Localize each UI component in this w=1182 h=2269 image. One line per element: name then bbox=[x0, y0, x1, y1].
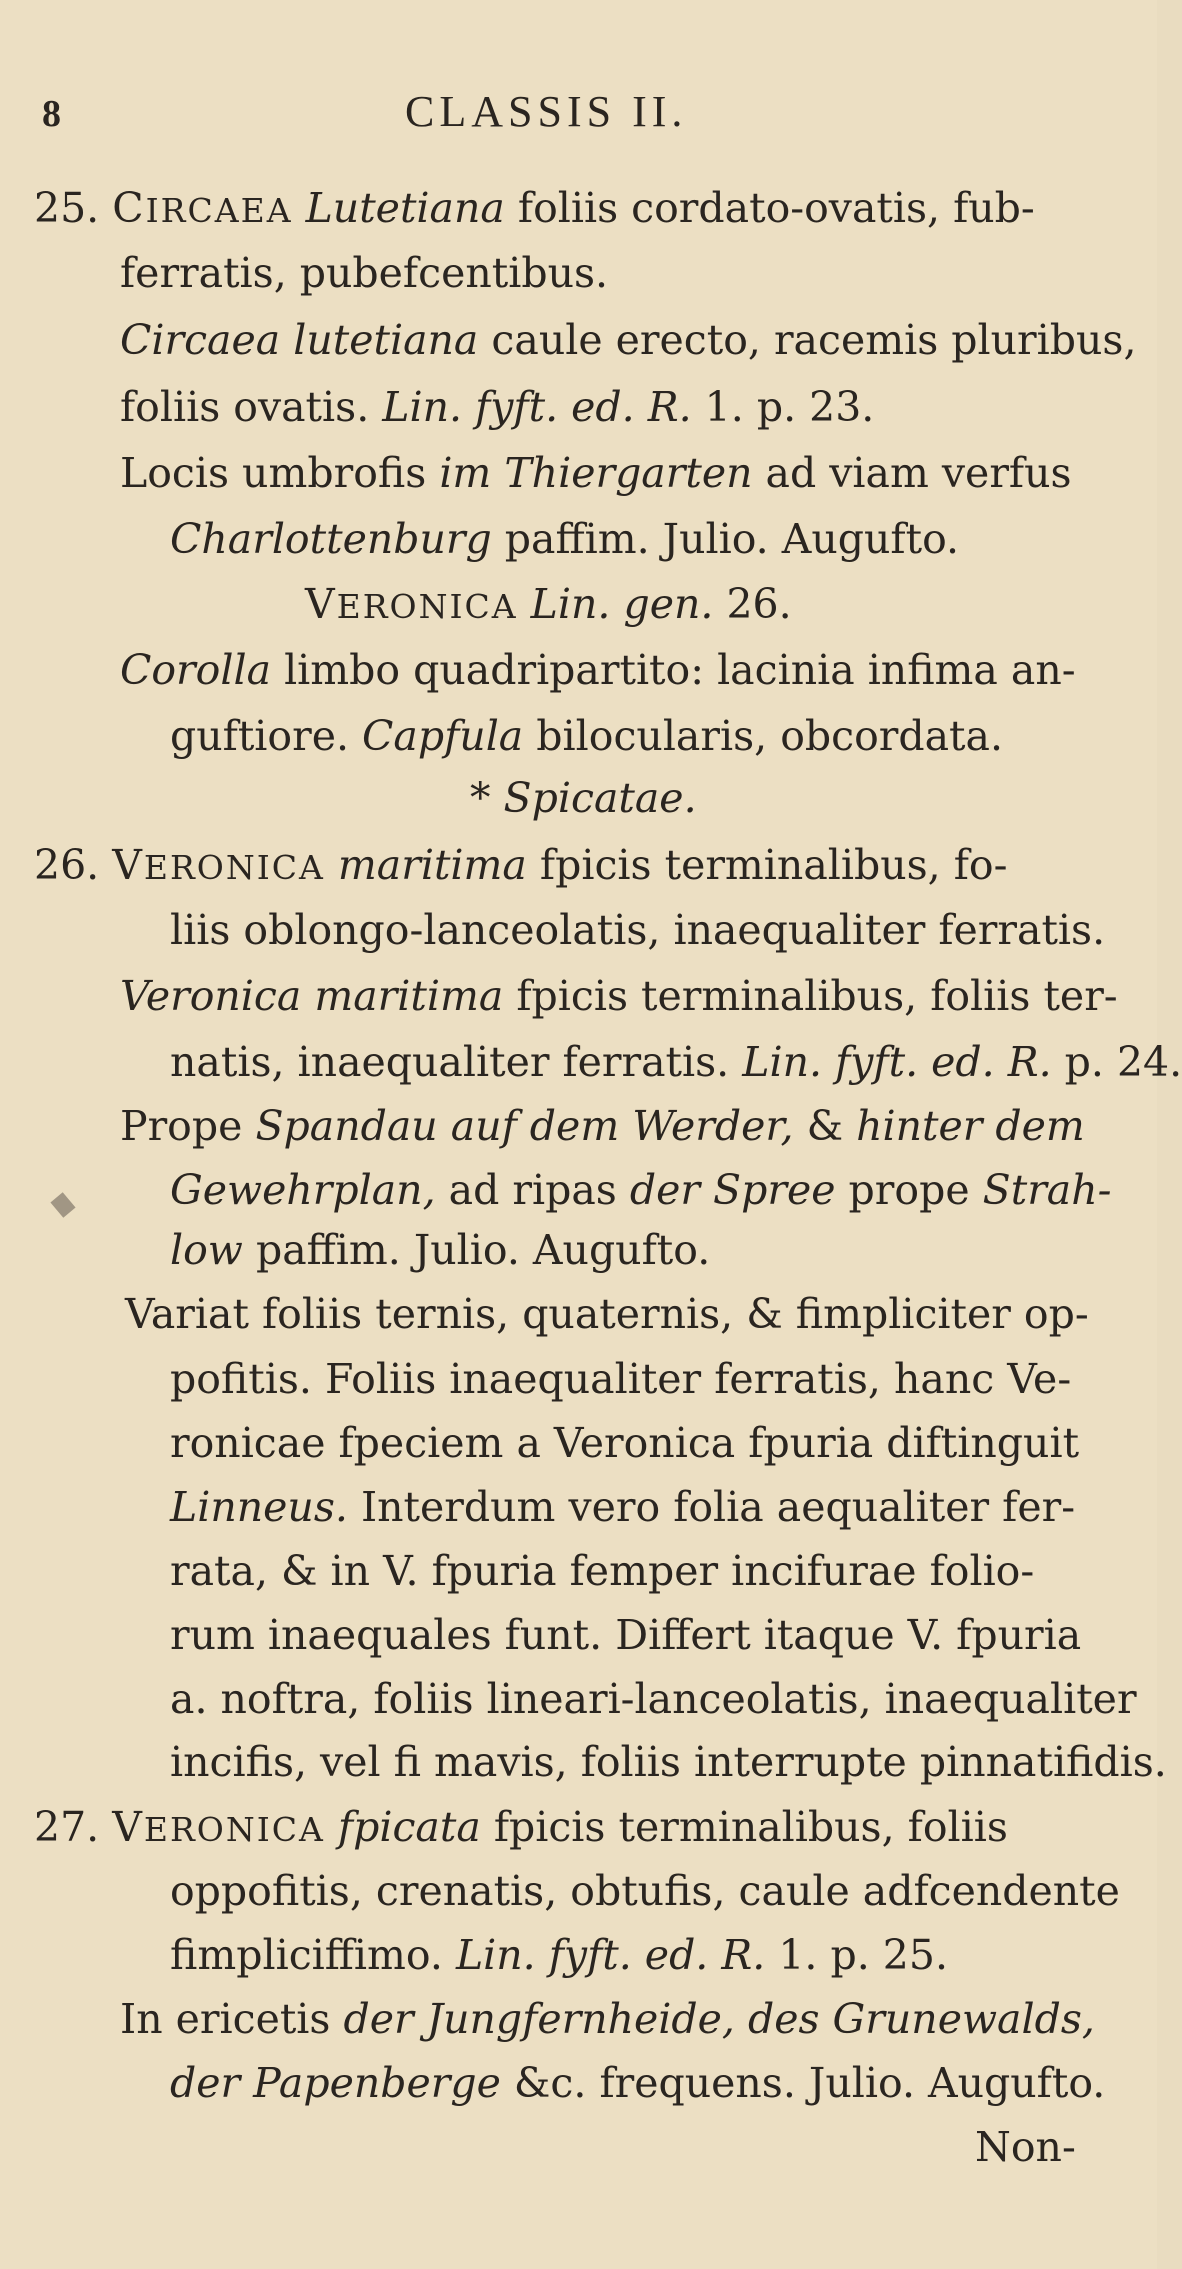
synonym-text: caule erecto, racemis pluribus, bbox=[491, 316, 1137, 364]
entry-number: 26. bbox=[34, 841, 100, 889]
synonym-text: natis, inaequaliter ferratis. bbox=[170, 1038, 730, 1086]
genus-reference: Lin. gen. bbox=[530, 580, 714, 628]
genus-reference-number: 26. bbox=[726, 580, 792, 628]
place-name: hinter dem bbox=[856, 1102, 1085, 1150]
term-capsula: Capfula bbox=[362, 712, 524, 760]
genus-desc-2 bbox=[170, 714, 1003, 759]
locality-text: paffim. Julio. Augufto. bbox=[255, 1226, 711, 1274]
reference-page: 1. p. 23. bbox=[704, 383, 875, 431]
place-name: der Papenberge bbox=[170, 2059, 501, 2107]
locality-text: In ericetis bbox=[120, 1995, 331, 2043]
reference-page: 1. p. 25. bbox=[778, 1931, 948, 1979]
synonym-name: Circaea lutetiana bbox=[120, 316, 479, 364]
term-corolla: Corolla bbox=[120, 646, 272, 694]
locality-text: Prope bbox=[120, 1102, 243, 1150]
entry-27-line-2: oppofitis, crenatis, obtufis, caule adfcendente bbox=[170, 1867, 1120, 1915]
ink-stain bbox=[50, 1192, 75, 1218]
locality-text: ad viam verfus bbox=[765, 449, 1072, 497]
variation-line-2: pofitis. Foliis inaequaliter ferratis, hanc Ve- bbox=[170, 1355, 1072, 1403]
variation-line-8: incifis, vel fi mavis, foliis interrupte pinnatifidis. bbox=[170, 1738, 1167, 1786]
entry-number: 27. bbox=[34, 1803, 100, 1851]
genus-name: VERONICA bbox=[112, 841, 325, 889]
entry-25-locality-2 bbox=[170, 517, 959, 562]
reference: Lin. fyft. ed. R. bbox=[742, 1038, 1052, 1086]
diagnosis-text: fpicis terminalibus, foliis bbox=[493, 1803, 1008, 1851]
entry-26-locality-3 bbox=[170, 1228, 710, 1273]
locality-text: ad ripas bbox=[448, 1166, 617, 1214]
entry-27-locality-1 bbox=[120, 1997, 1095, 2042]
entry-25-synonym-1 bbox=[120, 318, 1137, 363]
diagnosis-text: fpicis terminalibus, fo- bbox=[539, 841, 1008, 889]
running-title: CLASSIS II. bbox=[405, 87, 688, 136]
genus-title: VERONICA bbox=[305, 580, 518, 628]
variation-line-6: rum inaequales funt. Differt itaque V. fpuria bbox=[170, 1611, 1082, 1659]
diagnosis-text: foliis cordato-ovatis, fub- bbox=[517, 184, 1035, 232]
entry-27-line-1 bbox=[34, 1805, 1008, 1850]
variation-line-5: rata, & in V. fpuria femper incifurae folio- bbox=[170, 1547, 1035, 1595]
variation-text: Interdum vero folia aequaliter fer- bbox=[360, 1483, 1076, 1531]
species-name: Lutetiana bbox=[305, 184, 505, 232]
place-name: Charlottenburg bbox=[170, 515, 492, 563]
entry-26-line-1 bbox=[34, 843, 1007, 888]
entry-25-locality-1 bbox=[120, 451, 1072, 496]
entry-26-synonym-1 bbox=[120, 974, 1118, 1019]
synonym-text: fpicis terminalibus, foliis ter- bbox=[516, 972, 1118, 1020]
place-name: Gewehrplan, bbox=[170, 1166, 436, 1214]
catchword: Non- bbox=[975, 2123, 1076, 2171]
locality-text: &c. frequens. Julio. Augufto. bbox=[513, 2059, 1106, 2107]
author-name: Linneus. bbox=[170, 1483, 348, 1531]
genus-heading bbox=[305, 582, 792, 627]
entry-25-line-2: ferratis, pubefcentibus. bbox=[120, 249, 609, 297]
genus-desc-text: bilocularis, obcordata. bbox=[536, 712, 1004, 760]
place-name: der Jungfernheide, des Grunewalds, bbox=[343, 1995, 1095, 2043]
entry-25-synonym-2 bbox=[120, 385, 874, 430]
place-name: low bbox=[170, 1226, 243, 1274]
genus-desc-text: guftiore. bbox=[170, 712, 349, 760]
section-heading: * Spicatae. bbox=[470, 774, 697, 822]
genus-desc-1 bbox=[120, 648, 1076, 693]
synonym-name: Veronica maritima bbox=[120, 972, 504, 1020]
reference: Lin. fyft. ed. R. bbox=[382, 383, 692, 431]
entry-27-line-3 bbox=[170, 1933, 948, 1978]
genus-name: VERONICA bbox=[112, 1803, 325, 1851]
entry-26-synonym-2 bbox=[170, 1040, 1182, 1085]
variation-line-3: ronicae fpeciem a Veronica fpuria diftinguit bbox=[170, 1419, 1080, 1467]
entry-25-line-1 bbox=[34, 186, 1035, 231]
entry-26-locality-1 bbox=[120, 1104, 1085, 1149]
species-name: maritima bbox=[337, 841, 527, 889]
diagnosis-text: fimpliciffimo. bbox=[170, 1931, 443, 1979]
locality-text: paffim. Julio. Augufto. bbox=[504, 515, 960, 563]
place-name: Strah- bbox=[982, 1166, 1112, 1214]
variation-line-1: Variat foliis ternis, quaternis, & fimpliciter op- bbox=[125, 1290, 1089, 1338]
variation-line-7: a. noftra, foliis lineari-lanceolatis, inaequaliter bbox=[170, 1675, 1137, 1723]
genus-name: CIRCAEA bbox=[112, 184, 293, 232]
place-name: der Spree bbox=[629, 1166, 836, 1214]
variation-line-4 bbox=[170, 1485, 1075, 1530]
locality-text: & bbox=[806, 1102, 844, 1150]
place-name: im Thiergarten bbox=[439, 449, 753, 497]
genus-desc-text: limbo quadripartito: lacinia infima an- bbox=[284, 646, 1076, 694]
entry-27-locality-2 bbox=[170, 2061, 1105, 2106]
species-name: fpicata bbox=[337, 1803, 481, 1851]
reference: Lin. fyft. ed. R. bbox=[455, 1931, 766, 1979]
entry-number: 25. bbox=[34, 184, 100, 232]
entry-26-line-2: liis oblongo-lanceolatis, inaequaliter ferratis. bbox=[170, 906, 1106, 954]
place-name: Spandau auf dem Werder, bbox=[255, 1102, 794, 1150]
page-number: 8 bbox=[42, 93, 61, 135]
locality-text: prope bbox=[848, 1166, 970, 1214]
synonym-text: foliis ovatis. bbox=[120, 383, 370, 431]
reference-page: p. 24. bbox=[1064, 1038, 1182, 1086]
locality-text: Locis umbrofis bbox=[120, 449, 427, 497]
entry-26-locality-2 bbox=[170, 1168, 1112, 1213]
